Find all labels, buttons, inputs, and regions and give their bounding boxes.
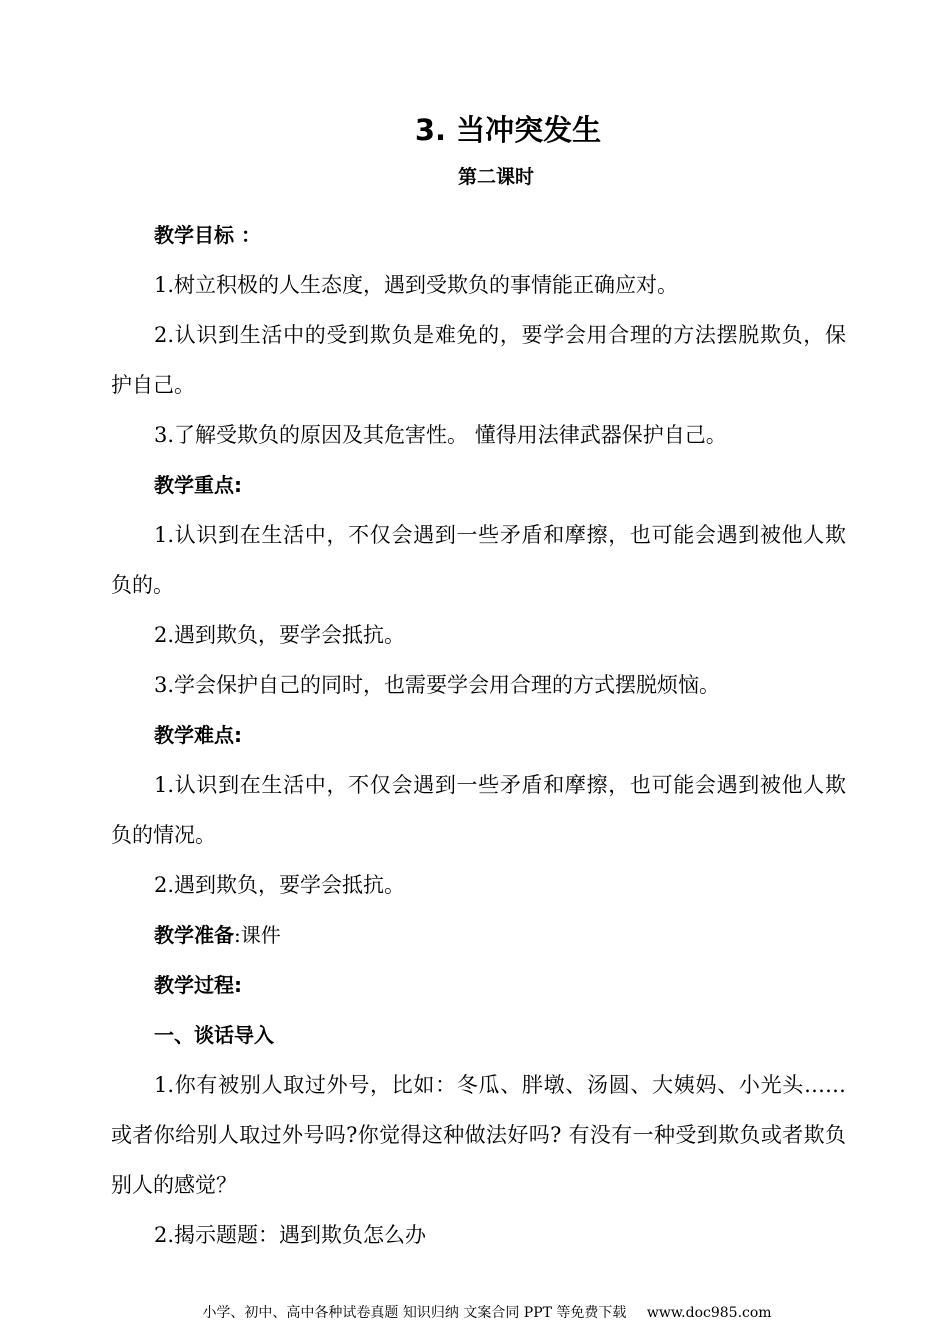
goals-heading: 教学目标 ： xyxy=(154,223,261,247)
key-points-heading: 教学重点: xyxy=(154,473,242,497)
key-point-item: 3.学会保护自己的同时，也需要学会用合理的方式摆脱烦恼。 xyxy=(154,673,721,697)
page-title: 3. 当冲突发生 xyxy=(414,113,602,147)
footer-link[interactable]: www.doc985.com xyxy=(646,1305,772,1321)
process-item: 2.揭示题题：遇到欺负怎么办 xyxy=(154,1223,427,1247)
process-heading: 教学过程: xyxy=(154,973,242,997)
process-part1-heading: 一、谈话导入 xyxy=(154,1023,274,1047)
goal-item: 2.认识到生活中的受到欺负是难免的，要学会用合理的方法摆脱欺负，保护自己。 xyxy=(111,323,846,397)
difficulties-heading: 教学难点: xyxy=(154,723,242,747)
process-item: 1.你有被别人取过外号，比如：冬瓜、胖墩、汤圆、大姨妈、小光头……或者你给别人取过外号吗?你觉得这种做法好吗? 有没有一种受到欺负或者欺负别人的感觉？ xyxy=(111,1073,846,1197)
goal-item: 3.了解受欺负的原因及其危害性。 懂得用法律武器保护自己。 xyxy=(154,423,727,447)
preparation-heading: 教学准备 xyxy=(154,923,234,947)
goal-item: 1.树立积极的人生态度，遇到受欺负的事情能正确应对。 xyxy=(154,273,679,297)
page-footer xyxy=(0,1302,950,1322)
difficulty-item: 1.认识到在生活中，不仅会遇到一些矛盾和摩擦，也可能会遇到被他人欺负的情况。 xyxy=(111,773,846,847)
preparation-line xyxy=(111,910,846,960)
footer-text: 小学、初中、高中各种试卷真题 知识归纳 文案合同 PPT 等免费下载 xyxy=(202,1305,627,1321)
preparation-value: :课件 xyxy=(234,923,281,947)
difficulty-item: 2.遇到欺负，要学会抵抗。 xyxy=(154,873,406,897)
document-body xyxy=(111,210,846,1260)
page-subtitle: 第二课时 xyxy=(457,166,534,188)
key-point-item: 1.认识到在生活中，不仅会遇到一些矛盾和摩擦，也可能会遇到被他人欺负的。 xyxy=(111,523,846,597)
key-point-item: 2.遇到欺负，要学会抵抗。 xyxy=(154,623,406,647)
